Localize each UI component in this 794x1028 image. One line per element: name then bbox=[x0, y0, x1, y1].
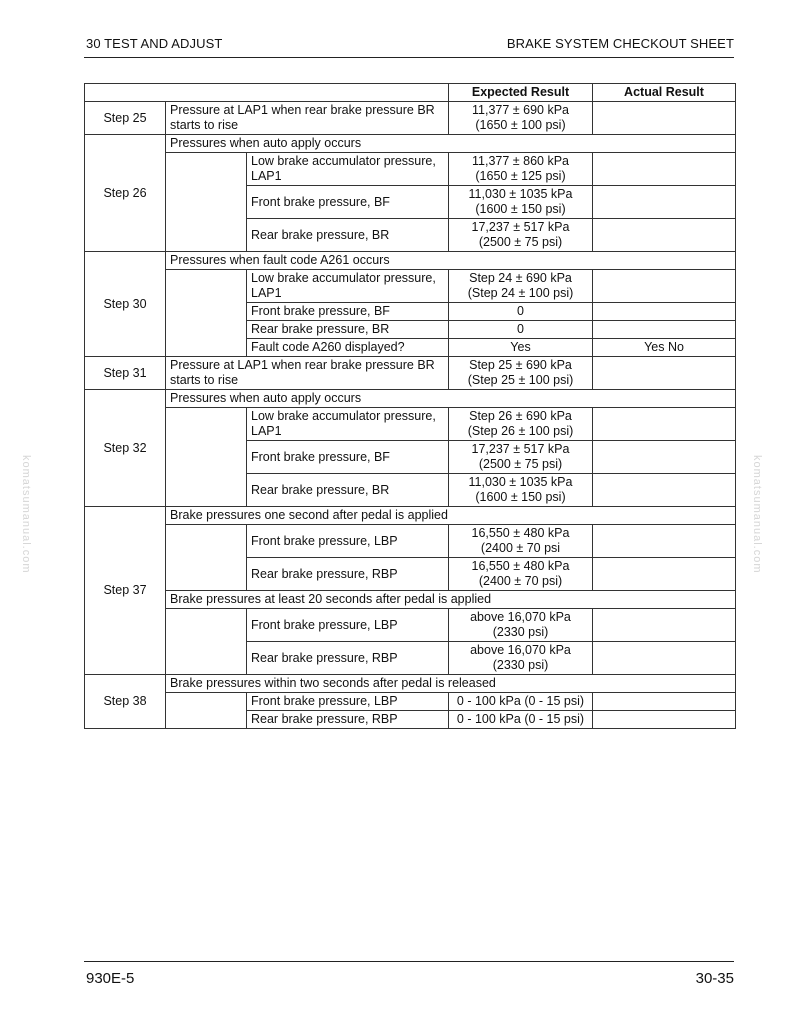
expected-psi: (2500 ± 75 psi) bbox=[478, 457, 563, 471]
expected-psi: (Step 26 ± 100 psi) bbox=[467, 424, 574, 438]
expected-kpa: Step 25 ± 690 kPa bbox=[469, 358, 572, 372]
measurement-label: Low brake accumulator pressure, LAP1 bbox=[247, 153, 449, 186]
measurement-label: Rear brake pressure, RBP bbox=[247, 642, 449, 675]
step-label: Step 37 bbox=[85, 507, 166, 675]
sheet-title: BRAKE SYSTEM CHECKOUT SHEET bbox=[506, 36, 734, 51]
section-heading: Brake pressures one second after pedal is applied bbox=[166, 507, 736, 525]
expected-psi: (2330 psi) bbox=[492, 658, 549, 672]
expected-result-header: Expected Result bbox=[449, 84, 593, 102]
expected-value bbox=[449, 102, 593, 135]
actual-value-cell[interactable] bbox=[593, 558, 736, 591]
expected-value: 0 - 100 kPa (0 - 15 psi) bbox=[449, 693, 593, 711]
measurement-label: Front brake pressure, LBP bbox=[247, 525, 449, 558]
expected-value bbox=[449, 642, 593, 675]
blank-indent-cell bbox=[166, 408, 247, 507]
section-heading: Brake pressures within two seconds after pedal is released bbox=[166, 675, 736, 693]
section-heading: Brake pressures at least 20 seconds after pedal is applied bbox=[166, 591, 736, 609]
expected-kpa: 11,377 ± 690 kPa bbox=[472, 103, 569, 117]
measurement-label: Rear brake pressure, RBP bbox=[247, 558, 449, 591]
expected-value bbox=[449, 357, 593, 390]
step-label: Step 31 bbox=[85, 357, 166, 390]
expected-value bbox=[449, 408, 593, 441]
expected-value bbox=[449, 153, 593, 186]
actual-value-cell[interactable] bbox=[593, 711, 736, 729]
actual-value-cell[interactable] bbox=[593, 693, 736, 711]
expected-kpa: above 16,070 kPa bbox=[470, 610, 571, 624]
actual-value-cell[interactable] bbox=[593, 357, 736, 390]
measurement-label: Rear brake pressure, RBP bbox=[247, 711, 449, 729]
watermark-left: komatsumanual.com bbox=[20, 455, 32, 574]
actual-value-cell[interactable] bbox=[593, 270, 736, 303]
actual-result-header: Actual Result bbox=[593, 84, 736, 102]
actual-value-cell[interactable] bbox=[593, 153, 736, 186]
expected-psi: (1600 ± 150 psi) bbox=[475, 490, 566, 504]
table-row bbox=[85, 153, 736, 186]
blank-indent-cell bbox=[166, 270, 247, 357]
expected-kpa: above 16,070 kPa bbox=[470, 643, 571, 657]
actual-value-cell[interactable] bbox=[593, 525, 736, 558]
header-rule bbox=[84, 57, 734, 58]
measurement-label: Low brake accumulator pressure, LAP1 bbox=[247, 270, 449, 303]
expected-value: Yes bbox=[449, 339, 593, 357]
expected-value bbox=[449, 270, 593, 303]
expected-value: 0 bbox=[449, 321, 593, 339]
expected-value bbox=[449, 219, 593, 252]
expected-kpa: Step 26 ± 690 kPa bbox=[469, 409, 572, 423]
step-description: Pressure at LAP1 when rear brake pressure BR starts to rise bbox=[166, 102, 449, 135]
table-row bbox=[85, 135, 736, 153]
watermark-right: komatsumanual.com bbox=[751, 455, 763, 574]
section-heading: Pressures when fault code A261 occurs bbox=[166, 252, 736, 270]
step-label: Step 26 bbox=[85, 135, 166, 252]
measurement-label: Low brake accumulator pressure, LAP1 bbox=[247, 408, 449, 441]
expected-psi: (2330 psi) bbox=[492, 625, 549, 639]
actual-value-cell[interactable] bbox=[593, 474, 736, 507]
blank-indent-cell bbox=[166, 693, 247, 729]
actual-value-cell[interactable] bbox=[593, 609, 736, 642]
measurement-label: Fault code A260 displayed? bbox=[247, 339, 449, 357]
table-row bbox=[85, 408, 736, 441]
expected-kpa: 16,550 ± 480 kPa bbox=[471, 559, 570, 573]
expected-kpa: 17,237 ± 517 kPa bbox=[471, 220, 570, 234]
measurement-label: Front brake pressure, LBP bbox=[247, 609, 449, 642]
table-row bbox=[85, 357, 736, 390]
measurement-label: Front brake pressure, BF bbox=[247, 186, 449, 219]
step-label: Step 30 bbox=[85, 252, 166, 357]
expected-kpa: 17,237 ± 517 kPa bbox=[471, 442, 570, 456]
model-number: 930E-5 bbox=[86, 970, 135, 987]
actual-value-cell[interactable] bbox=[593, 321, 736, 339]
blank-indent-cell bbox=[166, 609, 247, 675]
table-row bbox=[85, 693, 736, 711]
expected-psi: (Step 24 ± 100 psi) bbox=[467, 286, 574, 300]
section-heading: Pressures when auto apply occurs bbox=[166, 390, 736, 408]
expected-psi: (2400 ± 70 psi bbox=[480, 541, 561, 555]
step-label: Step 38 bbox=[85, 675, 166, 729]
blank-indent-cell bbox=[166, 525, 247, 591]
table-row bbox=[85, 609, 736, 642]
actual-value-cell[interactable] bbox=[593, 186, 736, 219]
step-label: Step 25 bbox=[85, 102, 166, 135]
expected-kpa: 11,030 ± 1035 kPa bbox=[468, 187, 573, 201]
page-number: 30-35 bbox=[695, 970, 734, 987]
measurement-label: Front brake pressure, LBP bbox=[247, 693, 449, 711]
table-row bbox=[85, 252, 736, 270]
step-description: Pressure at LAP1 when rear brake pressure BR starts to rise bbox=[166, 357, 449, 390]
expected-psi: (1650 ± 125 psi) bbox=[475, 169, 566, 183]
actual-value-cell[interactable] bbox=[593, 642, 736, 675]
measurement-label: Rear brake pressure, BR bbox=[247, 219, 449, 252]
step-label: Step 32 bbox=[85, 390, 166, 507]
expected-psi: (1650 ± 100 psi) bbox=[475, 118, 566, 132]
chapter-title: 30 TEST AND ADJUST bbox=[86, 36, 223, 51]
footer-rule bbox=[84, 961, 734, 962]
expected-kpa: Step 24 ± 690 kPa bbox=[469, 271, 572, 285]
expected-value bbox=[449, 474, 593, 507]
actual-value-cell[interactable] bbox=[593, 408, 736, 441]
table-row bbox=[85, 675, 736, 693]
table-row bbox=[85, 591, 736, 609]
checkout-table bbox=[84, 83, 736, 729]
expected-kpa: 11,377 ± 860 kPa bbox=[472, 154, 569, 168]
expected-kpa: 11,030 ± 1035 kPa bbox=[468, 475, 573, 489]
actual-value-cell[interactable] bbox=[593, 102, 736, 135]
expected-value: 0 - 100 kPa (0 - 15 psi) bbox=[449, 711, 593, 729]
expected-value bbox=[449, 441, 593, 474]
section-heading: Pressures when auto apply occurs bbox=[166, 135, 736, 153]
expected-value bbox=[449, 186, 593, 219]
measurement-label: Front brake pressure, BF bbox=[247, 441, 449, 474]
actual-value-cell[interactable] bbox=[593, 219, 736, 252]
expected-value bbox=[449, 525, 593, 558]
expected-value: 0 bbox=[449, 303, 593, 321]
table-row bbox=[85, 102, 736, 135]
table-header-row bbox=[85, 84, 736, 102]
table-row bbox=[85, 270, 736, 303]
expected-value bbox=[449, 558, 593, 591]
header-blank-cell bbox=[85, 84, 449, 102]
measurement-label: Rear brake pressure, BR bbox=[247, 474, 449, 507]
actual-yes-no[interactable]: Yes No bbox=[593, 339, 736, 357]
expected-psi: (2500 ± 75 psi) bbox=[478, 235, 563, 249]
expected-kpa: 16,550 ± 480 kPa bbox=[471, 526, 570, 540]
actual-value-cell[interactable] bbox=[593, 441, 736, 474]
expected-psi: (Step 25 ± 100 psi) bbox=[467, 373, 574, 387]
table-row bbox=[85, 390, 736, 408]
table-row bbox=[85, 525, 736, 558]
expected-psi: (1600 ± 150 psi) bbox=[475, 202, 566, 216]
measurement-label: Front brake pressure, BF bbox=[247, 303, 449, 321]
expected-value bbox=[449, 609, 593, 642]
table-row bbox=[85, 507, 736, 525]
measurement-label: Rear brake pressure, BR bbox=[247, 321, 449, 339]
expected-psi: (2400 ± 70 psi) bbox=[478, 574, 563, 588]
actual-value-cell[interactable] bbox=[593, 303, 736, 321]
blank-indent-cell bbox=[166, 153, 247, 252]
